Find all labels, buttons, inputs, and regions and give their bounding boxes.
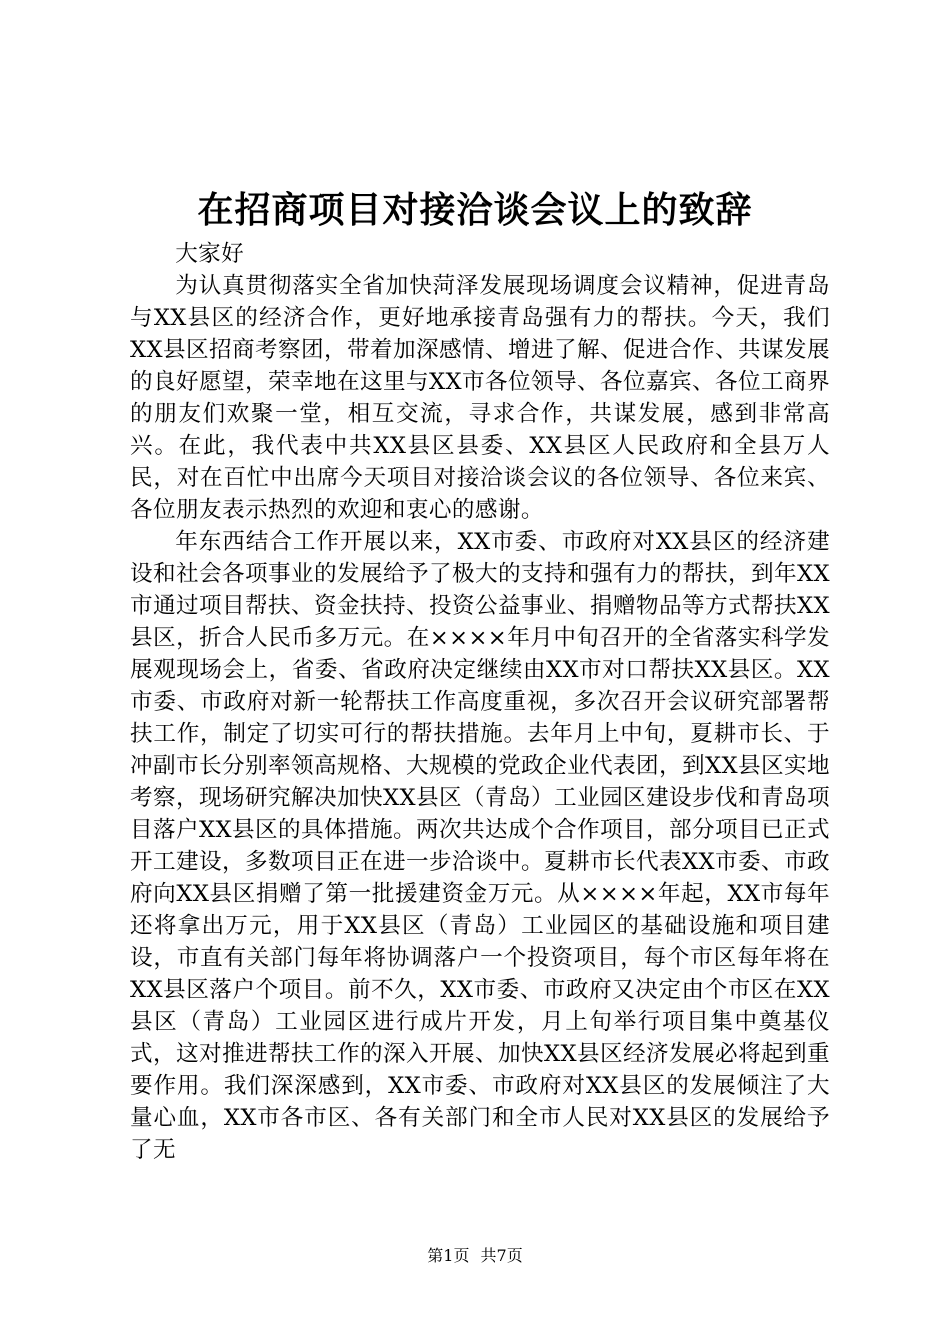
document-body: [130, 238, 830, 1166]
document-title: 在招商项目对接洽谈会议上的致辞: [197, 189, 753, 231]
page-number-footer: 第1页 共7页: [427, 1246, 523, 1265]
body-paragraph: 为认真贯彻落实全省加快菏泽发展现场调度会议精神，促进青岛与XX县区的经济合作，更好地承接青岛强有力的帮扶。今天，我们XX县区招商考察团，带着加深感情、增进了解、促进合作、共谋发展的良好愿望，荣幸地在这里与XX市各位领导、各位嘉宾、各位工商界的朋友们欢聚一堂，相互交流，寻求合作，共谋发展，感到非常高兴。在此，我代表中共XX县区县委、XX县区人民政府和全县万人民，对在百忙中出席今天项目对接洽谈会议的各位领导、各位来宾、各位朋友表示热烈的欢迎和衷心的感谢。: [130, 273, 830, 523]
body-paragraph: 年东西结合工作开展以来，XX市委、市政府对XX县区的经济建设和社会各项事业的发展给予了极大的支持和强有力的帮扶，到年XX市通过项目帮扶、资金扶持、投资公益事业、捐赠物品等方式帮扶XX县区，折合人民币多万元。在××××年月中旬召开的全省落实科学发展观现场会上，省委、省政府决定继续由XX市对口帮扶XX县区。XX市委、市政府对新一轮帮扶工作高度重视，多次召开会议研究部署帮扶工作，制定了切实可行的帮扶措施。去年月上中旬，夏耕市长、于冲副市长分别率领高规格、大规模的党政企业代表团，到XX县区实地考察，现场研究解决加快XX县区（青岛）工业园区建设步伐和青岛项目落户XX县区的具体措施。两次共达成个合作项目，部分项目已正式开工建设，多数项目正在进一步洽谈中。夏耕市长代表XX市委、市政府向XX县区捐赠了第一批援建资金万元。从××××年起，XX市每年还将拿出万元，用于XX县区（青岛）工业园区的基础设施和项目建设，市直有关部门每年将协调落户一个投资项目，每个市区每年将在XX县区落户个项目。前不久，XX市委、市政府又决定由个市区在XX县区（青岛）工业园区进行成片开发，月上旬举行项目集中奠基仪式，这对推进帮扶工作的深入开展、加快XX县区经济发展必将起到重要作用。我们深深感到，XX市委、市政府对XX县区的发展倾注了大量心血，XX市各市区、各有关部门和全市人民对XX县区的发展给予了无: [130, 529, 830, 1163]
greeting-paragraph: 大家好: [175, 241, 245, 267]
